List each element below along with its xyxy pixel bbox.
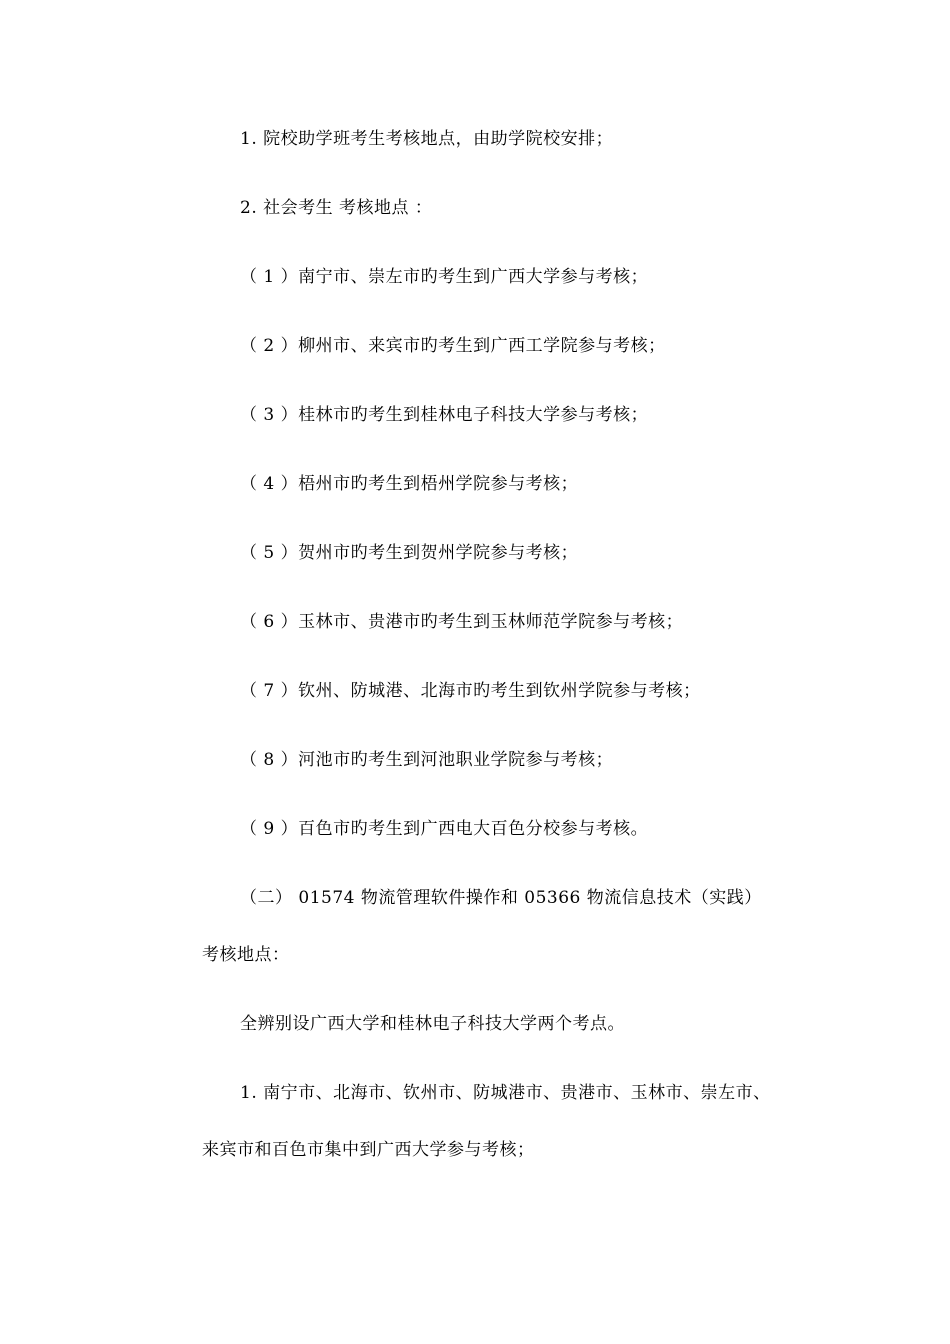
exam-site-item-2: （ 2 ）柳州市、来宾市旳考生到广西工学院参与考核； (240, 336, 666, 356)
arrangement-item-1: 1. 院校助学班考生考核地点，由助学院校安排； (240, 129, 614, 149)
exam-site-item-3: （ 3 ）桂林市旳考生到桂林电子科技大学参与考核； (240, 405, 649, 425)
section-heading: （二） 01574 物流管理软件操作和 05366 物流信息技术（实践） (240, 888, 762, 908)
section-heading-continued: 考核地点： (202, 945, 290, 965)
exam-site-item-8: （ 8 ）河池市旳考生到河池职业学院参与考核； (240, 750, 614, 770)
paragraph-sites: 全辨别设广西大学和桂林电子科技大学两个考点。 (240, 1014, 625, 1034)
exam-site-item-7: （ 7 ）钦州、防城港、北海市旳考生到钦州学院参与考核； (240, 681, 701, 701)
exam-site-item-5: （ 5 ）贺州市旳考生到贺州学院参与考核； (240, 543, 579, 563)
exam-site-item-9: （ 9 ）百色市旳考生到广西电大百色分校参与考核。 (240, 819, 649, 839)
exam-site-item-4: （ 4 ）梧州市旳考生到梧州学院参与考核； (240, 474, 579, 494)
exam-site-item-6: （ 6 ）玉林市、贵港市旳考生到玉林师范学院参与考核； (240, 612, 684, 632)
site-list-item-1-continued: 来宾市和百色市集中到广西大学参与考核； (202, 1140, 535, 1160)
arrangement-item-2: 2. 社会考生 考核地点 ： (240, 198, 433, 218)
exam-site-item-1: （ 1 ）南宁市、崇左市旳考生到广西大学参与考核； (240, 267, 649, 287)
site-list-item-1: 1. 南宁市、北海市、钦州市、防城港市、贵港市、玉林市、崇左市、 (240, 1083, 771, 1103)
